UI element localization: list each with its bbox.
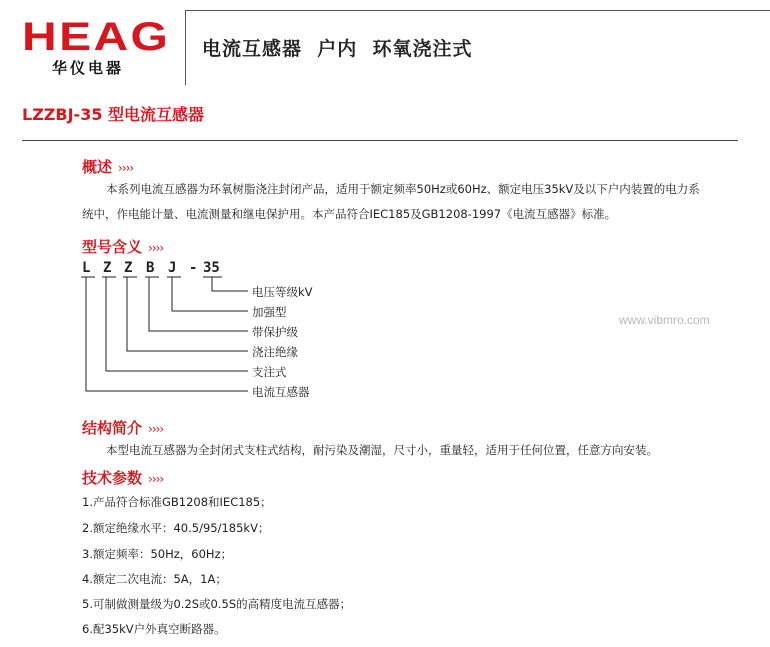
- structure-paragraph: 本型电流互感器为全封闭式支柱式结构，耐污染及潮湿，尺寸小，重量轻，适用于任何位置，任意方向安装。: [106, 443, 658, 457]
- spec-item-3: 3.额定频率：50Hz，60Hz；: [82, 547, 233, 561]
- spec-item-2: 2.额定绝缘水平：40.5/95/185kV；: [82, 521, 270, 535]
- section-heading-structure: [82, 417, 163, 438]
- code-label-cast-insulation: 浇注绝缘: [252, 345, 298, 359]
- code-letter-l: L: [82, 260, 91, 276]
- code-letter-z1: Z: [103, 260, 112, 276]
- chevrons-icon: ››››: [148, 241, 164, 255]
- code-label-ct: 电流互感器: [252, 385, 310, 399]
- section-heading-tech: [82, 467, 163, 488]
- spec-item-6: 6.配35kV户外真空断路器。: [82, 622, 226, 636]
- spec-item-5: 5.可制做测量级为0.2S或0.5S的高精度电流互感器；: [82, 597, 352, 611]
- code-label-support: 支注式: [252, 365, 287, 379]
- chevrons-icon: ››››: [148, 422, 164, 436]
- logo-wordmark: HEAG: [22, 15, 171, 59]
- chevrons-icon: ››››: [148, 472, 164, 486]
- chevrons-icon: ››››: [118, 161, 134, 175]
- code-label-reinforced: 加强型: [252, 305, 287, 319]
- overview-paragraph-line2: 统中，作电能计量、电流测量和继电保护用。本产品符合IEC185及GB1208-1997《电流互感器》标准。: [82, 207, 617, 221]
- model-title: LZZBJ-35 型电流互感器: [22, 105, 205, 124]
- code-letter-z2: Z: [124, 260, 133, 276]
- code-letter-b: B: [146, 260, 155, 276]
- spec-item-4: 4.额定二次电流：5A，1A；: [82, 572, 227, 586]
- watermark-text: www.vibmro.com: [619, 313, 710, 327]
- code-label-protection: 带保护级: [252, 325, 298, 339]
- code-voltage: 35: [203, 260, 220, 276]
- code-dash: -: [189, 260, 198, 276]
- code-letter-j: J: [168, 260, 177, 276]
- spec-item-1: 1.产品符合标准GB1208和IEC185；: [82, 495, 272, 509]
- tech-heading-text: 技术参数: [82, 469, 143, 487]
- model-meaning-heading-text: 型号含义: [82, 238, 143, 256]
- structure-heading-text: 结构简介: [82, 419, 143, 437]
- logo-subtext: 华仪电器: [52, 59, 125, 77]
- code-label-voltage: 电压等级kV: [252, 285, 313, 299]
- page-header-title: 电流互感器 户内 环氧浇注式: [202, 38, 473, 60]
- overview-heading-text: 概述: [82, 158, 113, 176]
- overview-paragraph-line1: 本系列电流互感器为环氧树脂浇注封闭产品，适用于额定频率50Hz或60Hz、额定电压35kV及以下户内装置的电力系: [106, 182, 700, 196]
